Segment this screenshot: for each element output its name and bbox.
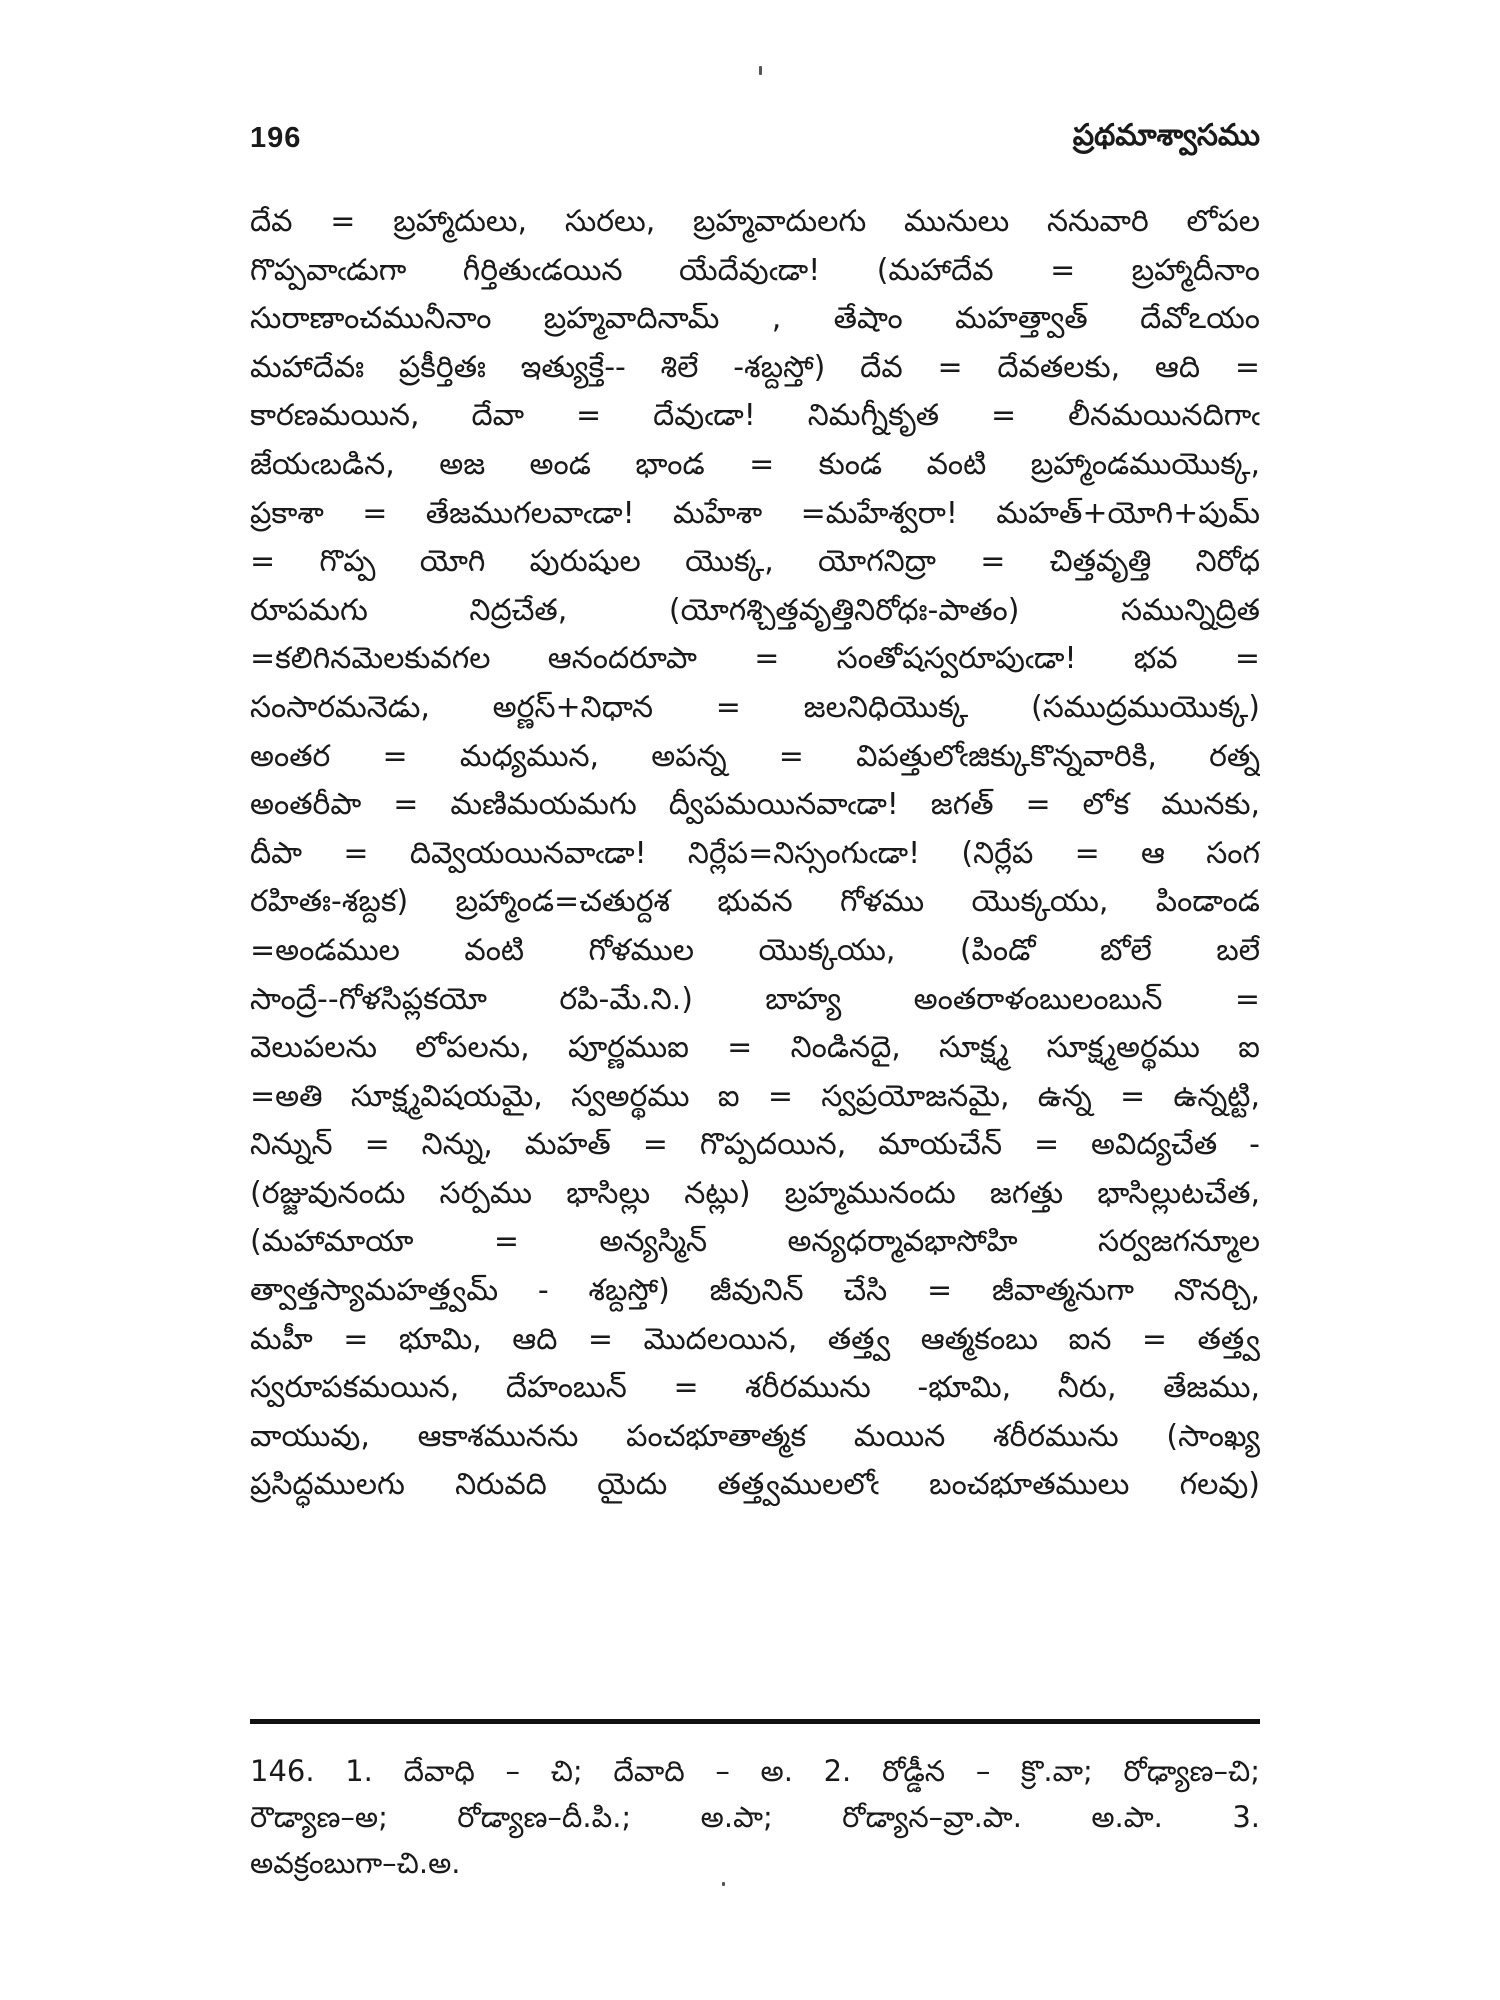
main-text	[250, 198, 1260, 1510]
text-line: రూపమగు నిద్రచేత, (యోగశ్చిత్తవృత్తినిరోధః-పాతం) సమున్నిద్రిత	[250, 592, 1260, 628]
footnotes	[250, 1748, 1260, 1886]
text-line: అంతరీపా = మణిమయమగు ద్వీపమయినవాఁడా! జగత్ = లోక మునకు,	[250, 787, 1260, 823]
page-speck	[722, 1882, 725, 1886]
footnote-line: అవక్రంబుగా–చి.అ.	[250, 1846, 461, 1880]
footnote-divider	[250, 1719, 1260, 1724]
text-line: =అతి సూక్ష్మవిషయమై, స్వఅర్థము ఐ = స్వప్రయోజనమై, ఉన్న = ఉన్నట్టి,	[250, 1078, 1260, 1114]
page-number: 196	[250, 122, 302, 154]
text-line: సురాణాంచమునీనాం బ్రహ్మవాదినామ్ , తేషాం మహత్త్వాత్ దేవోఽయం	[250, 301, 1260, 337]
text-line: =అండముల వంటి గోళముల యొక్కయు, (పిండో బోలే బలే	[250, 932, 1260, 968]
page-header	[250, 118, 1260, 166]
text-line: త్వాత్తస్యామహత్త్వమ్ - శబ్దస్తో) జీవునిన్ చేసి = జీవాత్మనుగా నొనర్చి,	[250, 1273, 1260, 1309]
text-line: (మహామాయా = అన్యస్మిన్ అన్యధర్మావభాసోహి సర్వజగన్మూల	[250, 1224, 1260, 1260]
text-line: ప్రసిద్ధములగు నిరువది యైదు తత్త్వములలోఁ బంచభూతములు గలవు)	[250, 1467, 1260, 1503]
text-line: మహాదేవః ప్రకీర్తితః ఇత్యుక్తే-- శిలే -శబ్దస్తో) దేవ = దేవతలకు, ఆది =	[250, 349, 1260, 385]
text-line: =కలిగినమెలకువగల ఆనందరూపా = సంతోషస్వరూపుఁడా! భవ =	[250, 641, 1260, 677]
footnote-line: రౌడ్యాణ–అ; రోడ్యాణ–దీ.పి.; అ.పా; రోడ్యాన–వ్రా.పా. అ.పా. 3.	[250, 1800, 1260, 1834]
text-line: దేవ = బ్రహ్మాదులు, సురలు, బ్రహ్మవాదులగు మునులు ననువారి లోపల	[250, 204, 1260, 239]
text-line: వాయువు, ఆకాశమునను పంచభూతాత్మక మయిన శరీరమును (సాంఖ్య	[250, 1418, 1260, 1454]
text-line: రహితః-శబ్దక) బ్రహ్మాండ=చతుర్దశ భువన గోళము యొక్కయు, పిండాండ	[250, 884, 1260, 920]
text-line: (రజ్జువునందు సర్పము భాసిల్లు నట్లు) బ్రహ్మమునందు జగత్తు భాసిల్లుటచేత,	[250, 1175, 1260, 1211]
text-line: సాంద్రే--గోళసిప్లకయో రపి-మే.ని.) బాహ్య అంతరాళంబులంబున్ =	[250, 981, 1260, 1017]
text-line: అంతర = మధ్యమున, అపన్న = విపత్తులోఁజిక్కుకొన్నవారికి, రత్న	[250, 738, 1260, 774]
text-line: నిన్నున్ = నిన్ను, మహత్ = గొప్పదయిన, మాయచేన్ = అవిద్యచేత -	[250, 1127, 1260, 1163]
footnote-line: 146. 1. దేవాధి – చి; దేవాది – అ. 2. రోడ్డీన – క్రొ.వా; రోఢ్యాణ–చి;	[250, 1754, 1260, 1788]
text-line: దీపా = దివ్వెయయినవాఁడా! నిర్లేప=నిస్సంగుఁడా! (నిర్లేప = ఆ సంగ	[250, 835, 1260, 871]
text-line: కారణమయిన, దేవా = దేవుఁడా! నిమగ్నీకృత = లీనమయినదిగాఁ	[250, 398, 1260, 434]
text-line: గొప్పవాఁడుగా గీర్తితుఁడయిన యేదేవుఁడా! (మహాదేవ = బ్రహ్మాదీనాం	[250, 252, 1260, 288]
text-line: వెలుపలను లోపలను, పూర్ణముఐ = నిండినదై, సూక్ష్మ సూక్ష్మఅర్థము ఐ	[250, 1030, 1260, 1066]
page-speck	[759, 66, 762, 75]
text-line: మహీ = భూమి, ఆది = మొదలయిన, తత్త్వ ఆత్మకంబు ఐన = తత్త్వ	[250, 1321, 1260, 1357]
text-line: సంసారమనెడు, అర్ణస్+నిధాన = జలనిధియొక్క (సముద్రముయొక్క)	[250, 689, 1260, 725]
text-line: జేయఁబడిన, అజ అండ భాండ = కుండ వంటి బ్రహ్మాండముయొక్క,	[250, 446, 1260, 482]
text-line: = గొప్ప యోగి పురుషుల యొక్క, యోగనిద్రా = చిత్తవృత్తి నిరోధ	[250, 544, 1260, 580]
text-line: ప్రకాశా = తేజముగలవాఁడా! మహేశా =మహేశ్వరా! మహత్+యోగి+పుమ్	[250, 495, 1260, 531]
running-title: ప్రథమాశ్వాసము	[1072, 118, 1260, 153]
text-line: స్వరూపకమయిన, దేహంబున్ = శరీరమును -భూమి, నీరు, తేజము,	[250, 1370, 1260, 1406]
